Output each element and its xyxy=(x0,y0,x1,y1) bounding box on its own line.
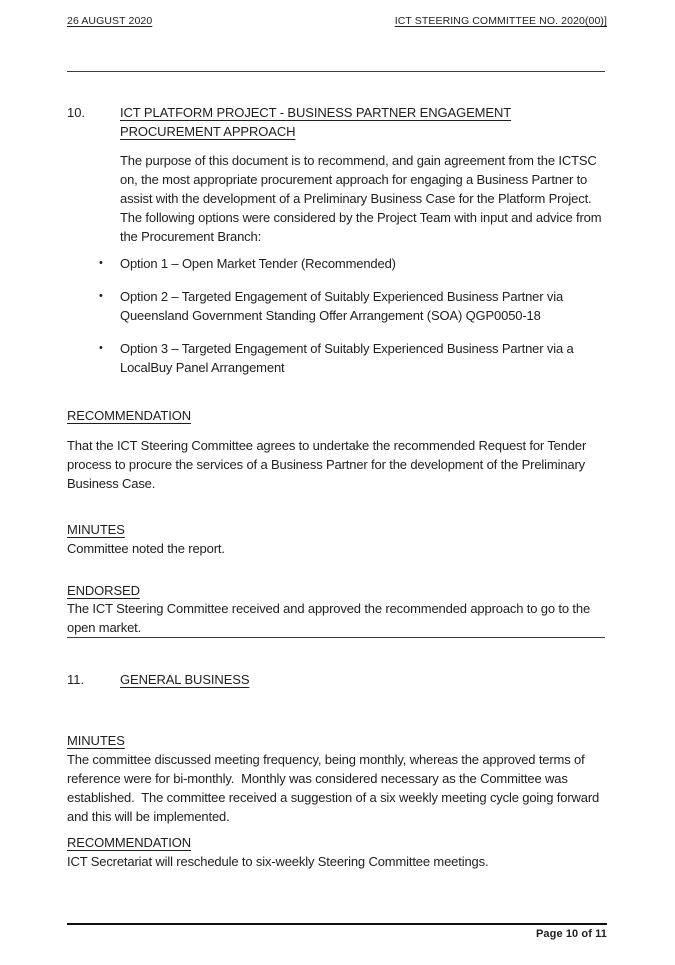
footer-divider xyxy=(67,923,607,925)
item-11-heading xyxy=(67,670,607,689)
section-divider xyxy=(67,637,605,638)
item-10-recommendation-text: That the ICT Steering Committee agrees to undertake the recommended Request for Tender process to procure the services of a Business Partner for the development of the Preliminary Business Case. xyxy=(67,438,590,491)
item-10-intro-paragraph: The purpose of this document is to recommend, and gain agreement from the ICTSC on, the most appropriate procurement approach for engaging a Business Partner to assist with the development of a Preliminary Business Case for the Platform Project. The following options were considered by the Project Team with input and advice from the Procurement Branch: xyxy=(120,153,605,244)
minutes-label: MINUTES xyxy=(67,522,125,537)
item-10-number: 10. xyxy=(67,105,86,120)
list-item xyxy=(99,339,604,377)
minutes-label: MINUTES xyxy=(67,733,125,748)
page-number: Page 10 of 11 xyxy=(535,928,607,940)
item-10-options-list xyxy=(99,254,604,377)
option-2-text: Option 2 – Targeted Engagement of Suitably Experienced Business Partner via Queensland Government Standing Offer Arrangement (SOA) QGP0050-18 xyxy=(120,289,564,323)
item-11-minutes-text: The committee discussed meeting frequency, being monthly, whereas the approved terms of reference were for bi-monthly. Monthly was considered necessary as the Committee was established. The committee received a suggestion of a six weekly meeting cycle going forward and this will be implemented. xyxy=(67,752,603,824)
recommendation-label: RECOMMENDATION xyxy=(67,408,192,423)
item-10-title: ICT PLATFORM PROJECT - BUSINESS PARTNER ENGAGEMENT PROCUREMENT APPROACH xyxy=(120,105,512,139)
item-10-minutes-text: Committee noted the report. xyxy=(67,541,225,556)
item-11-recommendation-text: ICT Secretariat will reschedule to six-weekly Steering Committee meetings. xyxy=(67,854,489,869)
recommendation-label: RECOMMENDATION xyxy=(67,835,192,850)
item-11-title: GENERAL BUSINESS xyxy=(120,672,250,687)
bullet-icon: • xyxy=(99,257,103,269)
option-1-text: Option 1 – Open Market Tender (Recommended) xyxy=(120,256,396,271)
page-header xyxy=(67,15,607,27)
header-divider xyxy=(67,71,605,72)
list-item xyxy=(99,287,604,325)
item-10-heading xyxy=(67,103,607,141)
bullet-icon: • xyxy=(99,290,103,302)
header-reference: ICT STEERING COMMITTEE NO. 2020(00)] xyxy=(394,15,607,27)
item-10-endorsed-text: The ICT Steering Committee received and approved the recommended approach to go to the open market. xyxy=(67,601,594,635)
item-11-number: 11. xyxy=(67,672,85,687)
endorsed-label: ENDORSED xyxy=(67,583,140,598)
list-item xyxy=(99,254,604,273)
header-date: 26 AUGUST 2020 xyxy=(67,15,153,27)
option-3-text: Option 3 – Targeted Engagement of Suitably Experienced Business Partner via a LocalBuy Panel Arrangement xyxy=(120,341,574,375)
bullet-icon: • xyxy=(99,342,103,354)
